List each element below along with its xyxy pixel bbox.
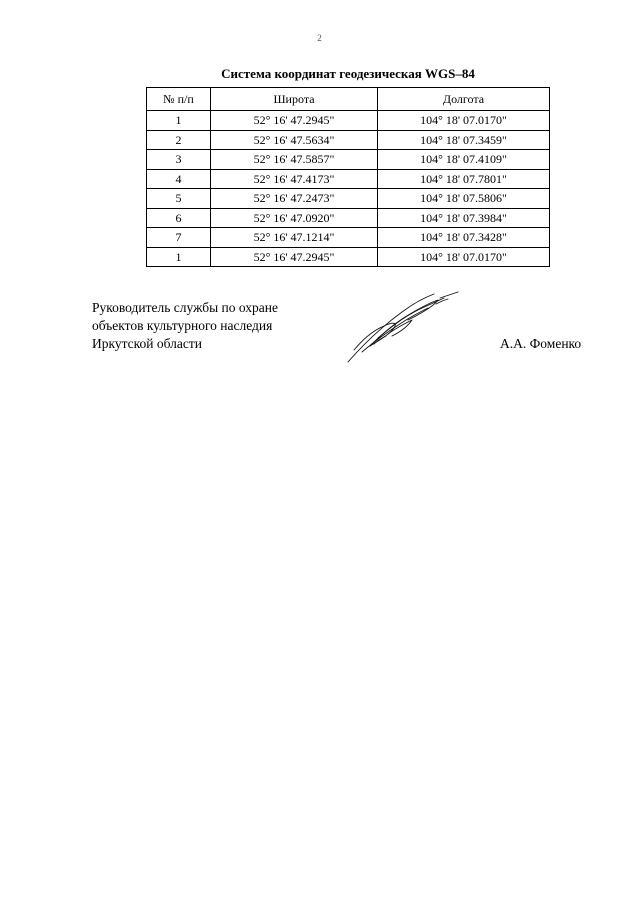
cell-number: 3 bbox=[147, 150, 211, 170]
coordinates-table bbox=[146, 87, 550, 267]
cell-longitude: 104° 18' 07.7801" bbox=[378, 169, 550, 189]
cell-longitude: 104° 18' 07.5806" bbox=[378, 189, 550, 209]
table-row bbox=[147, 169, 550, 189]
table-header-row bbox=[147, 88, 550, 111]
cell-number: 7 bbox=[147, 228, 211, 248]
cell-number: 6 bbox=[147, 208, 211, 228]
cell-latitude: 52° 16' 47.0920" bbox=[211, 208, 378, 228]
position-line: Иркутской области bbox=[92, 336, 203, 351]
cell-latitude: 52° 16' 47.4173" bbox=[211, 169, 378, 189]
cell-number: 4 bbox=[147, 169, 211, 189]
handwritten-signature-icon bbox=[340, 288, 465, 368]
cell-longitude: 104° 18' 07.4109" bbox=[378, 150, 550, 170]
cell-number: 1 bbox=[147, 247, 211, 267]
header-latitude: Широта bbox=[211, 88, 378, 111]
cell-latitude: 52° 16' 47.2945" bbox=[211, 247, 378, 267]
table-row bbox=[147, 247, 550, 267]
table-row bbox=[147, 150, 550, 170]
cell-latitude: 52° 16' 47.2945" bbox=[211, 111, 378, 131]
table-row bbox=[147, 208, 550, 228]
cell-latitude: 52° 16' 47.5857" bbox=[211, 150, 378, 170]
signer-name: А.А. Фоменко bbox=[500, 336, 582, 351]
position-line: объектов культурного наследия bbox=[92, 318, 273, 333]
cell-longitude: 104° 18' 07.0170" bbox=[378, 247, 550, 267]
table-title: Система координат геодезическая WGS–84 bbox=[221, 66, 475, 81]
cell-longitude: 104° 18' 07.3428" bbox=[378, 228, 550, 248]
signer-position bbox=[92, 299, 278, 353]
cell-longitude: 104° 18' 07.3459" bbox=[378, 130, 550, 150]
table-row bbox=[147, 228, 550, 248]
cell-number: 1 bbox=[147, 111, 211, 131]
cell-longitude: 104° 18' 07.0170" bbox=[378, 111, 550, 131]
cell-longitude: 104° 18' 07.3984" bbox=[378, 208, 550, 228]
page-number: 2 bbox=[317, 33, 322, 43]
cell-number: 5 bbox=[147, 189, 211, 209]
cell-number: 2 bbox=[147, 130, 211, 150]
header-number: № п/п bbox=[147, 88, 211, 111]
table-row bbox=[147, 189, 550, 209]
cell-latitude: 52° 16' 47.2473" bbox=[211, 189, 378, 209]
table-row bbox=[147, 111, 550, 131]
table-row bbox=[147, 130, 550, 150]
cell-latitude: 52° 16' 47.1214" bbox=[211, 228, 378, 248]
header-longitude: Долгота bbox=[378, 88, 550, 111]
cell-latitude: 52° 16' 47.5634" bbox=[211, 130, 378, 150]
position-line: Руководитель службы по охране bbox=[92, 300, 279, 315]
